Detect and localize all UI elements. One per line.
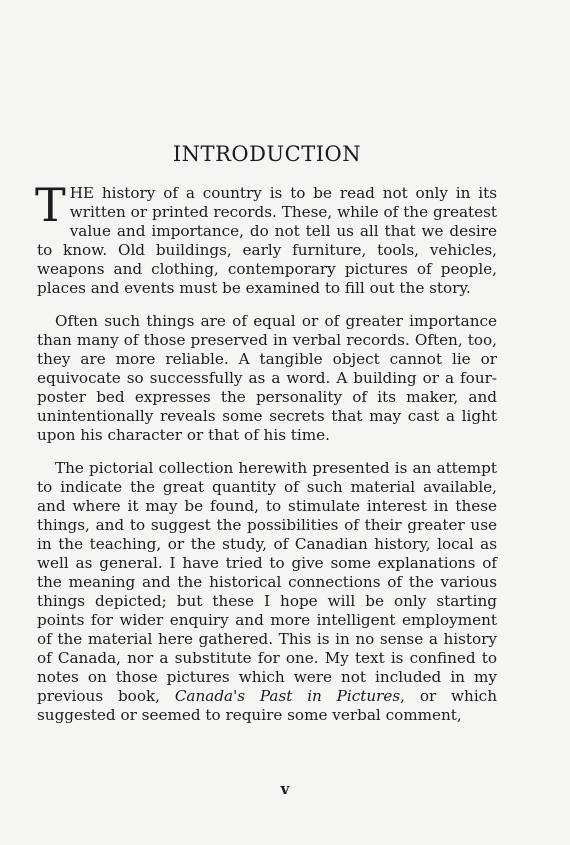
book-title: Canada's Past in Pictures bbox=[174, 687, 401, 705]
page-number: v bbox=[280, 780, 290, 798]
paragraph-1 bbox=[35, 178, 497, 298]
page-body bbox=[37, 142, 497, 739]
paragraph-3-text-start: The pictorial collection herewith presented is an attempt to indicate the great quantity of such material available, and where it may be found, to stimulate interest in these things, and to suggest the possibilities of their greater use in the teaching, or the study, of Canadian history, local as well as general. I have tried to give some explanations of the meaning and the historical connections of the various things depicted; but these I hope will be only starting points for wider enquiry and more intelligent employment of the material here gathered. This is in no sense a history of Canada, nor a substitute for one. My text is confined to notes on those pictures which were not included in my previous book, bbox=[37, 459, 497, 705]
drop-cap: T bbox=[35, 178, 66, 232]
paragraph-2: Often such things are of equal or of greater importance than many of those preserved in verbal records. Often, too, they are more reliable. A tangible object cannot lie or equivocate so successfully as a word. A building or a four-poster bed expresses the personality of its maker, and unintentionally reveals some secrets that may cast a light upon his character or that of his time. bbox=[37, 312, 497, 444]
page-title: INTRODUCTION bbox=[172, 142, 362, 166]
paragraph-3 bbox=[37, 459, 497, 725]
paragraph-1-text: HE history of a country is to be read not only in its written or printed records. These, while of the greatest value and importance, do not tell us all that we desire to know. Old buildings, early furniture, tools, vehicles, weapons and clothing, contemporary pictures of people, places and events must be examined to fill out the story. bbox=[37, 184, 497, 297]
paragraph-3-text-end: , or which suggested or seemed to require some verbal comment, bbox=[37, 687, 497, 724]
